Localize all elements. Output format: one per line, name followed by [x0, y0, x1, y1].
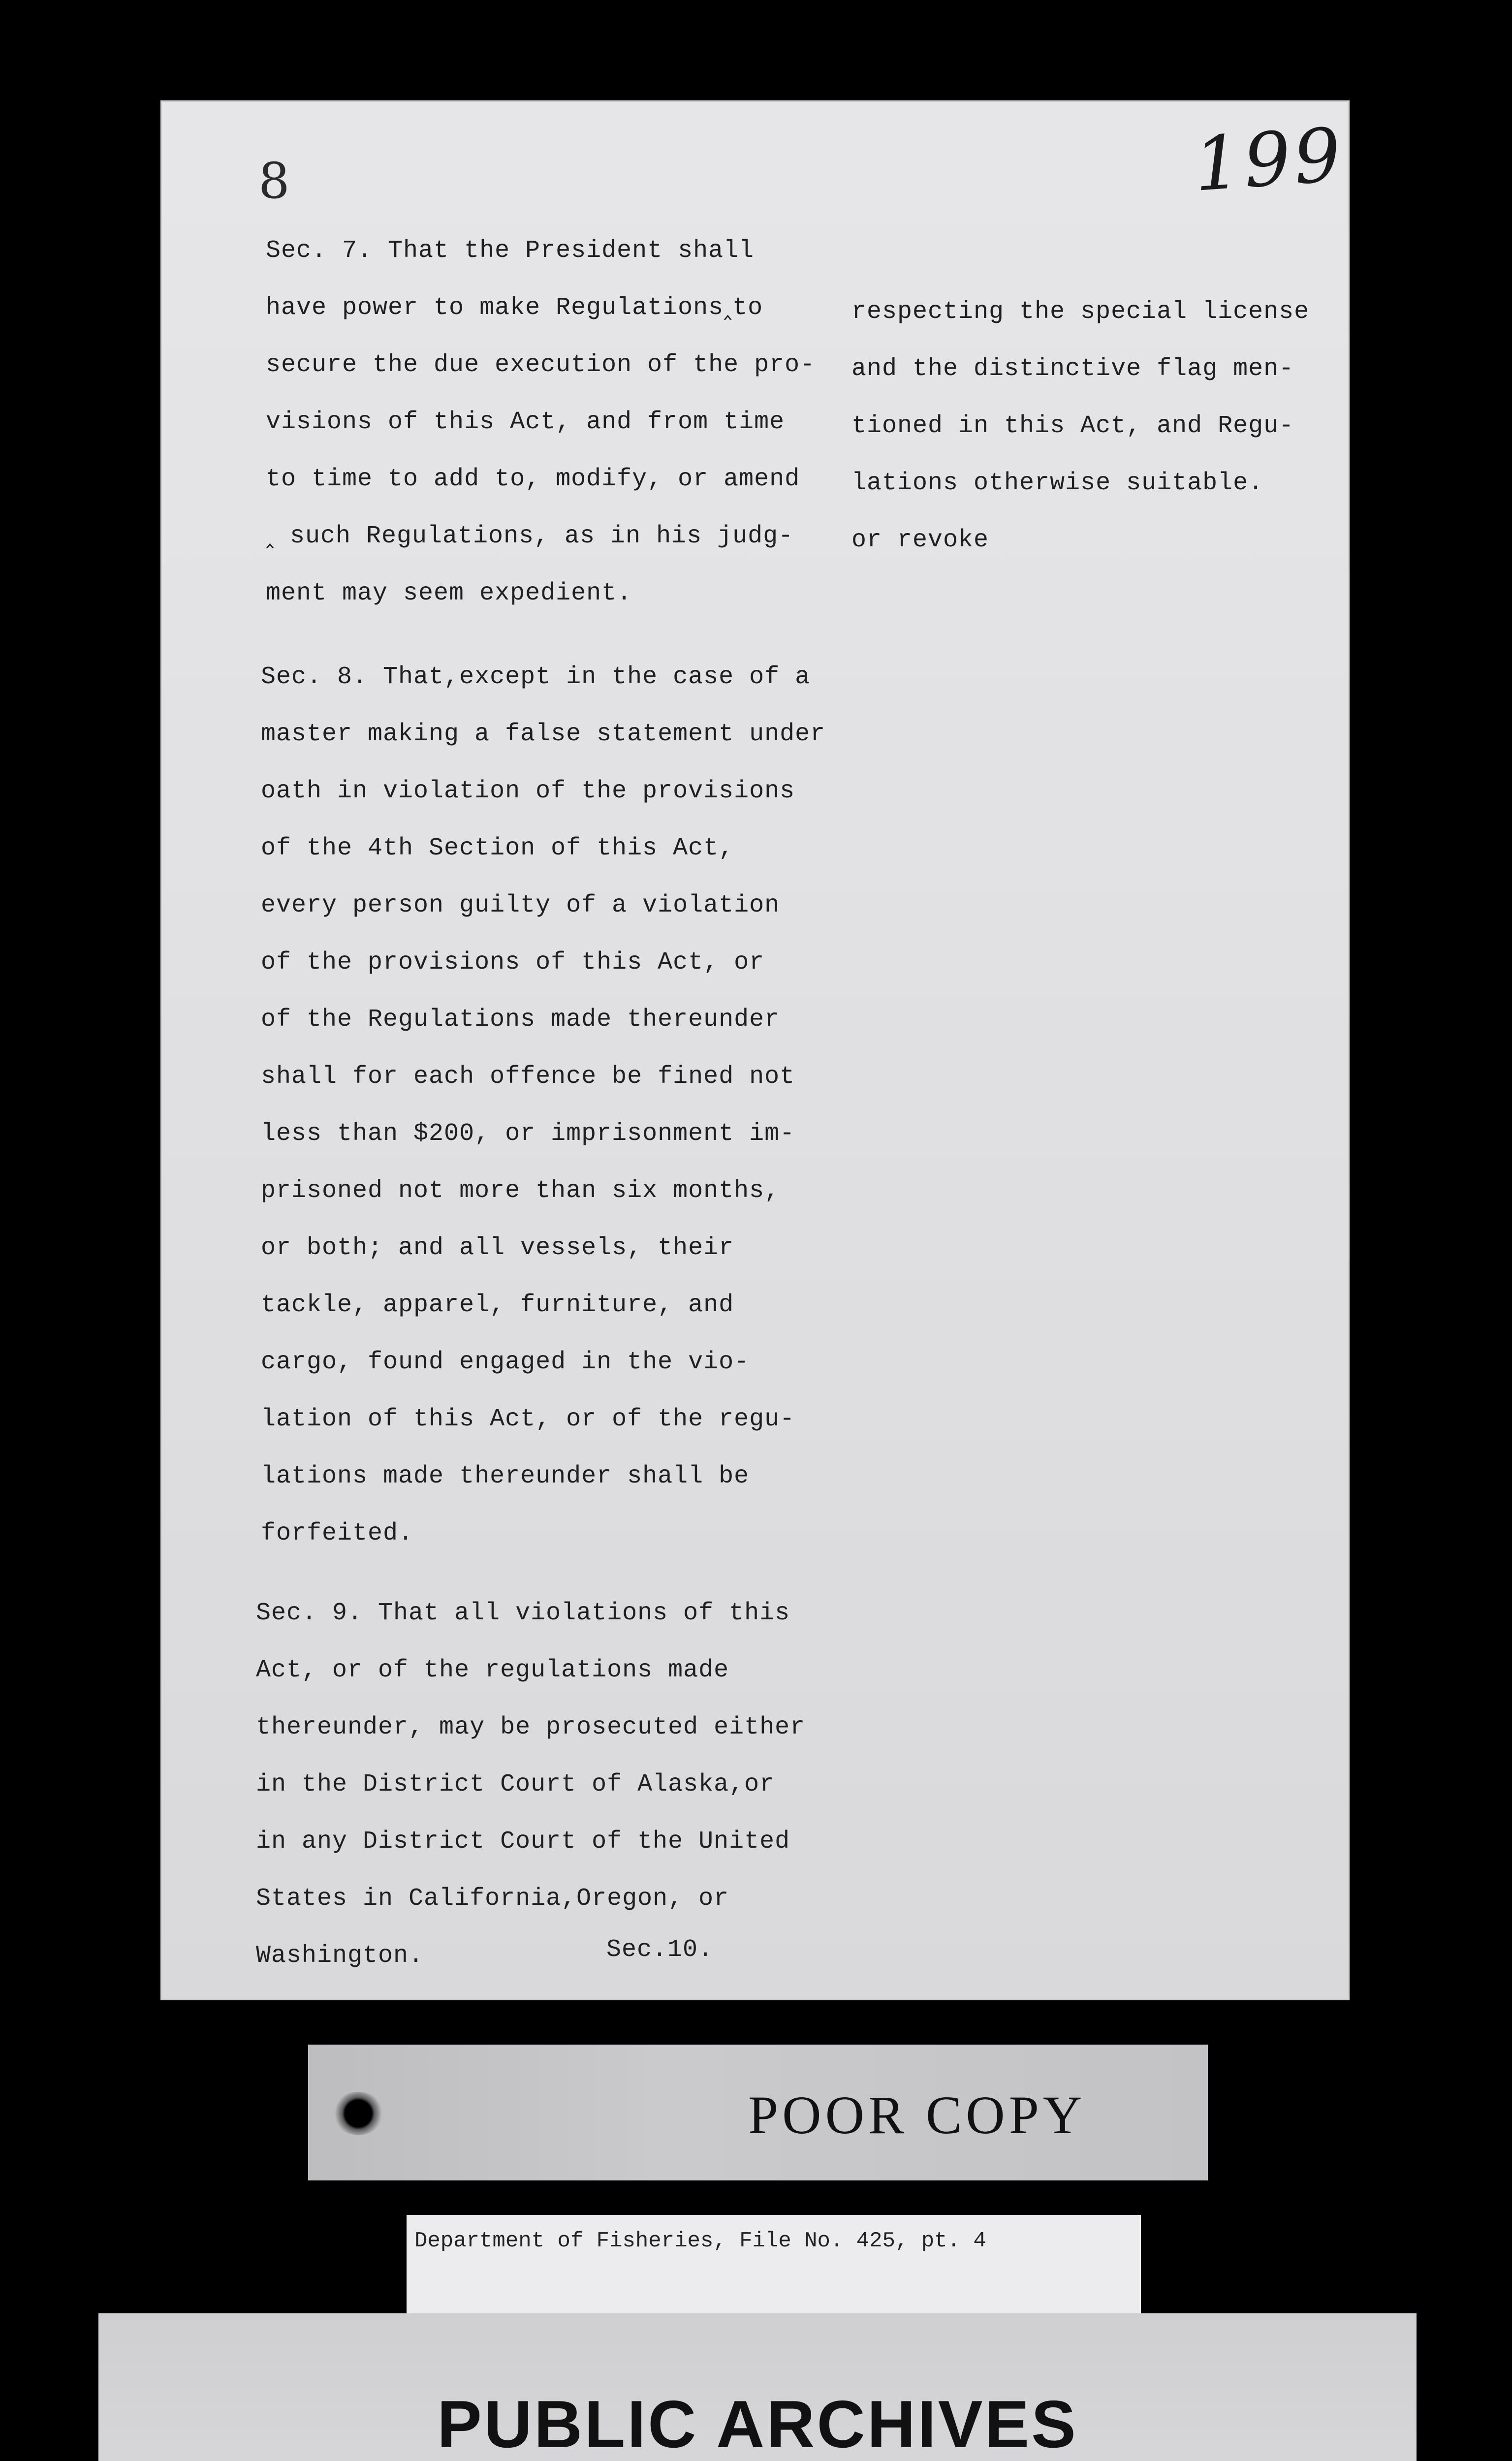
- section-9-text: [256, 1585, 805, 1985]
- text-line: forfeited.: [261, 1519, 414, 1547]
- insertion-line: lations otherwise suitable.: [851, 469, 1264, 497]
- text-line: ment may seem expedient.: [266, 579, 632, 607]
- text-line: prisoned not more than six months,: [261, 1177, 780, 1205]
- text-line: of the Regulations made thereunder: [261, 1006, 780, 1034]
- corner-mark: 8: [258, 152, 290, 210]
- section-7-text: [266, 222, 815, 622]
- text-line: shall for each offence be fined not: [261, 1063, 795, 1091]
- text-line: tackle, apparel, furniture, and: [261, 1291, 734, 1319]
- poor-copy-label: POOR COPY: [748, 2085, 1086, 2145]
- text-line: master making a false statement under: [261, 720, 826, 748]
- text-line: secure the due execution of the pro-: [266, 351, 816, 379]
- section-7-insertions: [851, 284, 1309, 569]
- stamp-line-english: PUBLIC ARCHIVES: [437, 2387, 1078, 2461]
- file-reference-text: Department of Fisheries, File No. 425, pt. 4: [414, 2229, 986, 2253]
- text-line: ‸ such Regulations, as in his judg-: [266, 522, 794, 550]
- next-section-catchword: Sec.10.: [606, 1936, 714, 1964]
- insertion-line: or revoke: [851, 526, 989, 554]
- text-line: Sec. 7. That the President shall: [266, 237, 755, 265]
- tag-hole-icon: [333, 2092, 384, 2135]
- text-line: visions of this Act, and from time: [266, 408, 785, 436]
- text-line: in the District Court of Alaska,or: [256, 1770, 775, 1798]
- text-line: of the provisions of this Act, or: [261, 948, 765, 977]
- text-line: Act, or of the regulations made: [256, 1656, 729, 1684]
- insertion-line: and the distinctive flag men-: [851, 355, 1294, 383]
- text-line: of the 4th Section of this Act,: [261, 834, 734, 862]
- section-8-text: [261, 649, 825, 1562]
- insertion-line: tioned in this Act, and Regu-: [851, 412, 1294, 440]
- text-line: lation of this Act, or of the regu-: [261, 1405, 795, 1433]
- text-line: cargo, found engaged in the vio-: [261, 1348, 750, 1376]
- text-line: less than $200, or imprisonment im-: [261, 1120, 795, 1148]
- text-line: States in California,Oregon, or: [256, 1885, 729, 1913]
- text-line: in any District Court of the United: [256, 1828, 790, 1856]
- text-line: thereunder, may be prosecuted either: [256, 1713, 806, 1741]
- folio-number: 199: [1191, 112, 1347, 208]
- text-line: to time to add to, modify, or amend: [266, 465, 800, 493]
- text-line: oath in violation of the provisions: [261, 777, 795, 805]
- text-line: Sec. 9. That all violations of this: [256, 1599, 790, 1627]
- text-line: lations made thereunder shall be: [261, 1462, 750, 1490]
- text-line: have power to make Regulations‸to: [266, 294, 763, 322]
- text-line: or both; and all vessels, their: [261, 1234, 734, 1262]
- text-line: Washington.: [256, 1942, 424, 1970]
- text-line: Sec. 8. That,except in the case of a: [261, 663, 811, 691]
- insertion-line: respecting the special license: [851, 298, 1310, 326]
- text-line: every person guilty of a violation: [261, 891, 780, 919]
